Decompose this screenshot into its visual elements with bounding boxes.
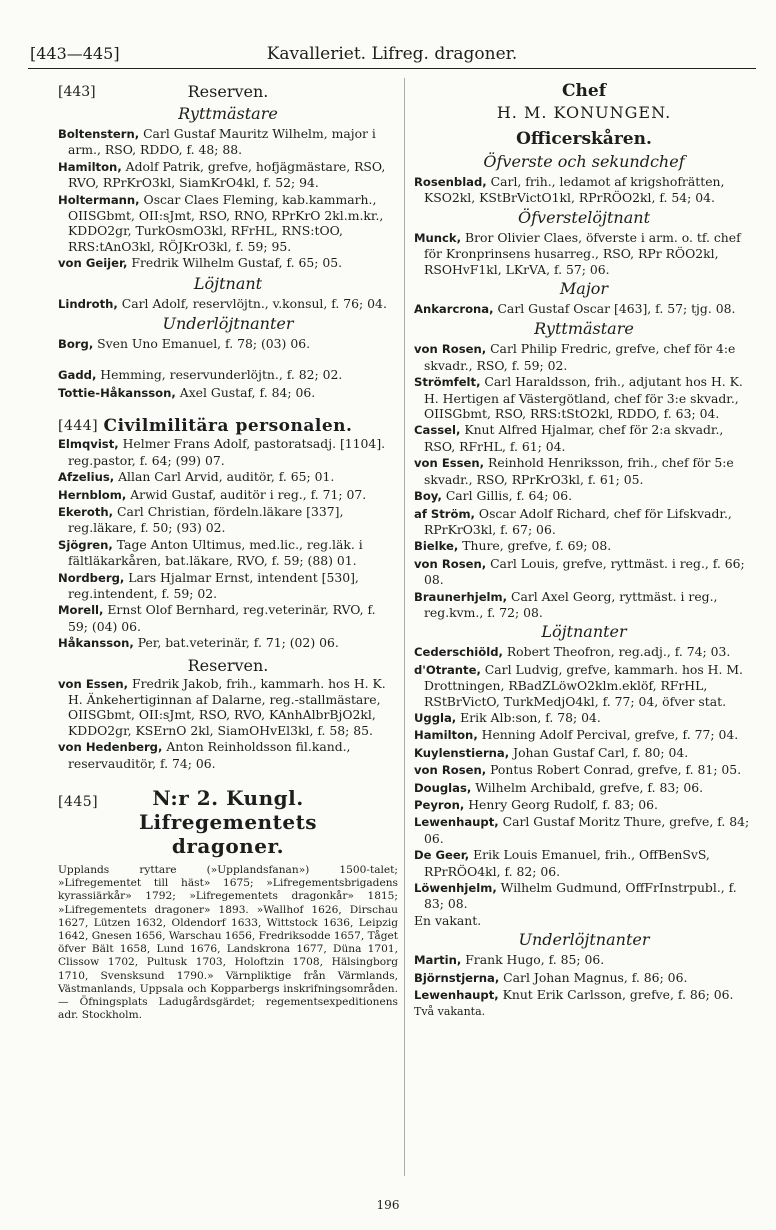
entry: Tottie-Håkansson, Axel Gustaf, f. 84; 06. [58, 384, 316, 400]
entry: Nordberg, Lars Hjalmar Ernst, intendent [530], reg.intendent, f. 59; 02. [58, 569, 359, 601]
entry: Lewenhaupt, Carl Gustaf Moritz Thure, grefve, f. 84; 06. [414, 814, 750, 846]
rank-heading: Löjtnanter [541, 622, 627, 642]
entry: Cassel, Knut Alfred Hjalmar, chef för 2:a skvadr., RSO, RFrHL, f. 61; 04. [414, 422, 724, 454]
section-443-heading [58, 82, 398, 102]
entry: Ekeroth, Carl Christian, fördeln.läkare [337], reg.läkare, f. 50; (93) 02. [58, 503, 344, 536]
entry: Bielke, Thure, grefve, f. 69; 08. [414, 538, 612, 554]
right-column [414, 80, 754, 1021]
entry: Elmqvist, Helmer Frans Adolf, pastoratsadj. [1104]. reg.pastor, f. 64; (99) 07. [58, 436, 386, 468]
rank-heading: Löjtnant [193, 273, 263, 293]
entry: Afzelius, Allan Carl Arvid, auditör, f. 65; 01. [58, 469, 335, 485]
rank-heading: Underlöjtnanter [518, 930, 650, 950]
entry: Holtermann, Oscar Claes Fleming, kab.kammarh., OIISGbmt, OII:sJmt, RSO, RNO, RPrKrO 2kl.m.kr., KDDO2gr, TurkOsmO3kl, RFrHL, RNS:tOO, RRS:tAnO3kl, RÖJKrO3kl, f. 59; 95. [58, 191, 384, 254]
officerskaren-heading: Officerskåren. [516, 129, 652, 149]
section-title: Civilmilitära personalen. [103, 416, 353, 437]
vacancy-note: Två vakanta. [414, 1005, 486, 1019]
entry: Munck, Bror Olivier Claes, öfverste i arm. o. tf. chef för Kronprinsens husarreg., RSO, RPr RÖO2kl, RSOHvF1kl, LKrVA, f. 57; 06. [414, 229, 741, 277]
entry: Rosenblad, Carl, frih., ledamot af krigshofrätten, KSO2kl, KStBrVictO1kl, RPrRÖO2kl, f. 54; 04. [414, 174, 725, 206]
entry: Hamilton, Adolf Patrik, grefve, hofjägmästare, RSO, RVO, RPrKrO3kl, SiamKrO4kl, f. 52; 94. [58, 158, 386, 191]
entry: De Geer, Erik Louis Emanuel, frih., OffBenSvS, RPrRÖO4kl, f. 82; 06. [414, 847, 710, 879]
header-rule [28, 68, 756, 69]
entry: Cederschiöld, Robert Theofron, reg.adj., f. 74; 03. [414, 644, 731, 660]
entry: von Hedenberg, Anton Reinholdsson fil.kand., reservauditör, f. 74; 06. [58, 739, 351, 771]
rank-heading: Major [559, 279, 609, 299]
entry: Peyron, Henry Georg Rudolf, f. 83; 06. [414, 797, 658, 812]
section-number: [443] [58, 84, 96, 100]
rank-heading: Ryttmästare [178, 104, 278, 123]
left-column [58, 80, 398, 1033]
entry: Strömfelt, Carl Haraldsson, frih., adjutant hos H. K. H. Hertigen af Västergötland, chef för 3:e skvadr., OIISGbmt, RSO, RRS:tStO2kl, RDDO, f. 63; 04. [414, 374, 743, 422]
page-header [28, 44, 756, 70]
section-445-heading [58, 786, 398, 858]
entry: Håkansson, Per, bat.veterinär, f. 71; (02) 06. [58, 635, 339, 651]
entry: Lewenhaupt, Knut Erik Carlsson, grefve, f. 86; 06. [414, 987, 734, 1003]
section-444-heading [58, 416, 398, 436]
entry: Braunerhjelm, Carl Axel Georg, ryttmäst. i reg., reg.kvm., f. 72; 08. [414, 588, 718, 620]
entry: Hernblom, Arwid Gustaf, auditör i reg., f. 71; 07. [58, 486, 367, 502]
rank-heading: Ryttmästare [534, 319, 634, 339]
entry: Löwenhjelm, Wilhelm Gudmund, OffFrInstrpubl., f. 83; 08. [414, 880, 737, 912]
entry: Gadd, Hemming, reservunderlöjtn., f. 82; 02. [58, 367, 343, 383]
entry: Ankarcrona, Carl Gustaf Oscar [463], f. 57; tjg. 08. [414, 301, 736, 317]
entry: Martin, Frank Hugo, f. 85; 06. [414, 952, 605, 968]
entry: von Rosen, Carl Louis, grefve, ryttmäst. i reg., f. 66; 08. [414, 555, 745, 588]
entry: Kuylenstierna, Johan Gustaf Carl, f. 80; 04. [414, 744, 689, 760]
entry: von Rosen, Carl Philip Fredric, grefve, chef för 4:e skvadr., RSO, f. 59; 02. [414, 341, 736, 373]
entry: d'Otrante, Carl Ludvig, grefve, kammarh. hos H. M. Drottningen, RBadZLöwO2klm.eklöf, RFrHL, RStBrVictO, TurkMedjO4kl, f. 77; 04, öfver stat. [414, 661, 743, 709]
page-number: 196 [376, 1198, 400, 1212]
rank-heading: Öfverstelöjtnant [517, 207, 651, 227]
entry: Hamilton, Henning Adolf Percival, grefve, f. 77; 04. [414, 727, 739, 743]
entry: Douglas, Wilhelm Archibald, grefve, f. 83; 06. [414, 779, 704, 795]
entry: von Geijer, Fredrik Wilhelm Gustaf, f. 65; 05. [58, 255, 343, 271]
entry: Uggla, Erik Alb:son, f. 78; 04. [414, 709, 601, 725]
running-title: Kavalleriet. Lifreg. dragoner. [266, 44, 518, 64]
section-number: [445] [58, 794, 99, 810]
entry: Borg, Sven Uno Emanuel, f. 78; (03) 06. [58, 336, 311, 352]
entry: Lindroth, Carl Adolf, reservlöjtn., v.konsul, f. 76; 04. [58, 295, 387, 311]
chef-label: Chef [561, 81, 607, 101]
section-title: Reserven. [187, 82, 269, 101]
entry: Morell, Ernst Olof Bernhard, reg.veterinär, RVO, f. 59; (04) 06. [58, 602, 376, 634]
rank-heading: Underlöjtnanter [162, 314, 294, 334]
chef-name: H. M. KONUNGEN. [496, 103, 672, 122]
entry: von Rosen, Pontus Robert Conrad, grefve, f. 81; 05. [414, 762, 742, 778]
entry: af Ström, Oscar Adolf Richard, chef för Lifskvadr., RPrKrO3kl, f. 67; 06. [414, 505, 732, 537]
entry: Sjögren, Tage Anton Ultimus, med.lic., reg.läk. i fältläkarkåren, bat.läkare, RVO, f. 59; (88) 01. [58, 536, 363, 569]
entry: Boltenstern, Carl Gustaf Mauritz Wilhelm, major i arm., RSO, RDDO, f. 48; 88. [58, 126, 376, 158]
regiment-history: Upplands ryttare (»Upplandsfanan») 1500-talet; »Lifregementet till häst» 1675; »Lifregementsbrigadens kyrassiärkår» 1792; »Lifregementets dragonkår» 1815; »Lifregementets dragoner» 1893. »Wallhof 1626, Dirschau 1627, Lützen 1632, Oldendorf 1633, Wittstock 1636, Leipzig 1642, Gnesen 1656, Warschau 1656, Fredriksodde 1657, Tåget öfver Bält 1658, Lund 1676, Landskrona 1677, Düna 1701, Clissow 1702, Pultusk 1703, Holoftzin 1708, Hälsingborg 1710, Svensksund 1790.» Värnpliktige från Värmlands, Västmanlands, Uppsala och Kopparbergs inskrifningsområden. — Öfningsplats Ladugårdsgärdet; regementsexpeditionens adr. Stockholm. [58, 864, 399, 1022]
entry: von Essen, Reinhold Henriksson, frih., chef för 5:e skvadr., RSO, RPrKrO3kl, f. 61; 05. [414, 455, 734, 487]
section-title: N:r 2. Kungl. Lifregementets dragoner. [138, 786, 318, 858]
entry: von Essen, Fredrik Jakob, frih., kammarh. hos H. K. H. Änkehertiginnan af Dalarne, reg.-stallmästare, OIISGbmt, OII:sJmt, RSO, RVO, KAnhAlbrBjO2kl, KDDO2gr, KSErnO 2kl, SiamOHvEl3kl, f. 58; 85. [58, 675, 386, 738]
section-number: [444] [58, 418, 99, 435]
page-range: [443—445] [30, 44, 120, 63]
column-divider [404, 78, 405, 1176]
spacer [58, 353, 398, 367]
rank-heading: Öfverste och sekundchef [483, 152, 685, 171]
entry: Boy, Carl Gillis, f. 64; 06. [414, 488, 573, 504]
vacancy-note: En vakant. [414, 912, 482, 928]
reserve-heading: Reserven. [187, 655, 269, 675]
entry: Björnstjerna, Carl Johan Magnus, f. 86; 06. [414, 969, 688, 985]
